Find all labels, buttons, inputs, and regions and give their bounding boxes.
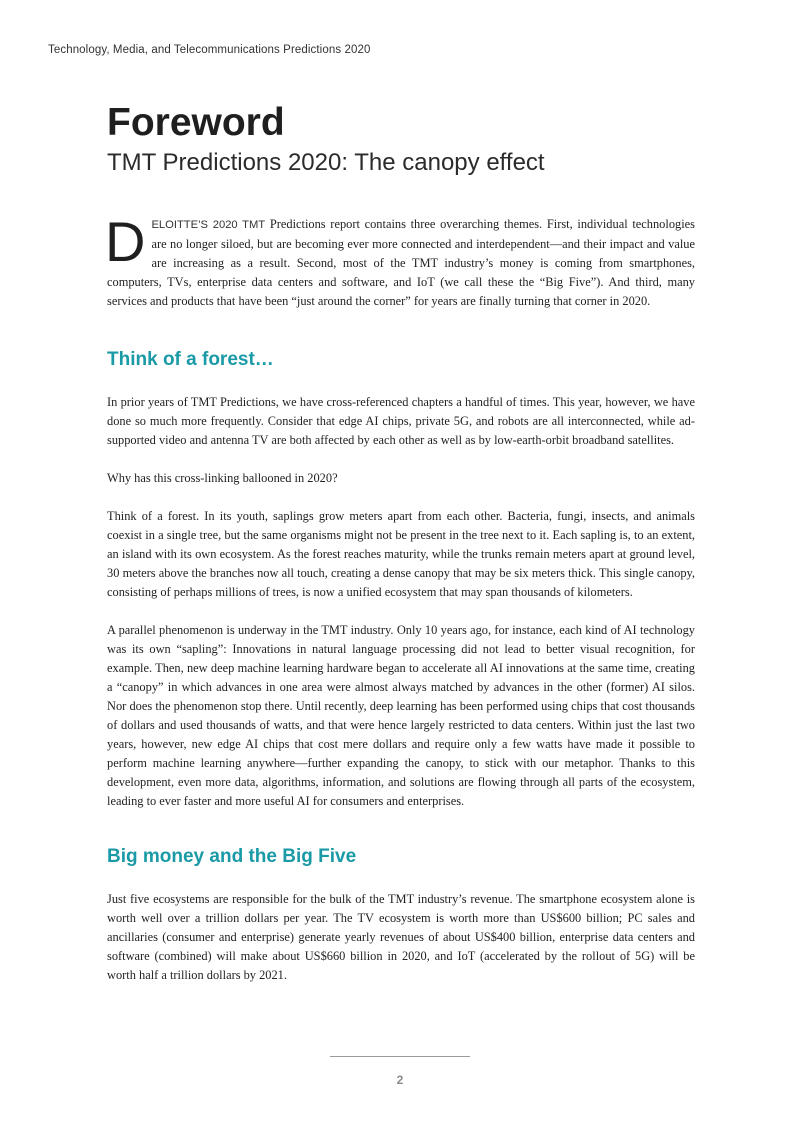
body-paragraph: Think of a forest. In its youth, saplings grow meters apart from each other. Bacteria, fungi, insects, and animals coexist in a single tree, but the same organisms might not be present in the tree next to it. Each sapling is, to an extent, an island with its own ecosystem. As the forest reaches maturity, while the trunks remain meters apart at ground level, 30 meters above the branches now all touch, creating a dense canopy that may be six meters thick. This single canopy, consisting of perhaps millions of trees, is now a unified ecosystem that may span thousands of kilometers. [107, 509, 695, 599]
page-number: 2 [396, 1073, 404, 1087]
body-paragraph: A parallel phenomenon is underway in the TMT industry. Only 10 years ago, for instance, each kind of AI technology was its own “sapling”: Innovations in natural language processing did not lead to better visual recognition, for example. Then, new deep machine learning hardware began to accelerate all AI innovations at the same time, creating a “canopy” in which advances in one area were almost always matched by advances in the other (former) AI silos. Nor does the phenomenon stop there. Until recently, deep learning has been performed using chips that cost thousands of dollars and used thousands of watts, and that were hence largely restricted to data centers. Within just the last two years, however, new edge AI chips that cost mere dollars and require only a few watts have made it possible to perform machine learning anywhere—further expanding the canopy, to stick with our metaphor. Thanks to this development, even more data, algorithms, information, and solutions are flowing through all parts of the ecosystem, leading to ever faster and more useful AI for consumers and enterprises. [107, 623, 695, 808]
intro-text: Predictions report contains three overarching themes. First, individual technologies are no longer siloed, but are becoming ever more connected and interdependent—and their impact and value are increasing as a result. Second, most of the TMT industry’s money is coming from smartphones, computers, TVs, enterprise data centers and software, and IoT (we call these the “Big Five”). And third, many services and products that have been “just around the corner” for years are finally turning that corner in 2020. [107, 217, 695, 308]
page-content [107, 100, 695, 985]
section-heading-big-five: Big money and the Big Five [107, 846, 357, 867]
section-heading-forest: Think of a forest… [107, 349, 274, 370]
intro-lead-in: ELOITTE’S 2020 TMT [151, 219, 266, 231]
running-header: Technology, Media, and Telecommunications Predictions 2020 [48, 44, 371, 56]
body-paragraph: In prior years of TMT Predictions, we have cross-referenced chapters a handful of times. This year, however, we have done so much more frequently. Consider that edge AI chips, private 5G, and robots are all interconnected, while ad-supported video and antenna TV are both affected by each other as well as by low-earth-orbit broadband satellites. [107, 395, 695, 447]
page-subtitle: TMT Predictions 2020: The canopy effect [107, 149, 545, 176]
drop-cap: D [105, 210, 146, 273]
page-title: Foreword [107, 101, 285, 144]
footer-divider [330, 1056, 470, 1057]
intro-paragraph [105, 210, 695, 311]
body-paragraph: Just five ecosystems are responsible for the bulk of the TMT industry’s revenue. The smartphone ecosystem alone is worth well over a trillion dollars per year. The TV ecosystem is worth more than US$600 billion; PC sales and ancillaries (consumer and enterprise) generate yearly revenues of about US$400 billion, enterprise data centers and software (combined) will make about US$660 billion in 2020, and IoT (accelerated by the rollout of 5G) will be worth half a trillion dollars by 2021. [107, 892, 695, 982]
body-paragraph: Why has this cross-linking ballooned in 2020? [107, 471, 338, 485]
